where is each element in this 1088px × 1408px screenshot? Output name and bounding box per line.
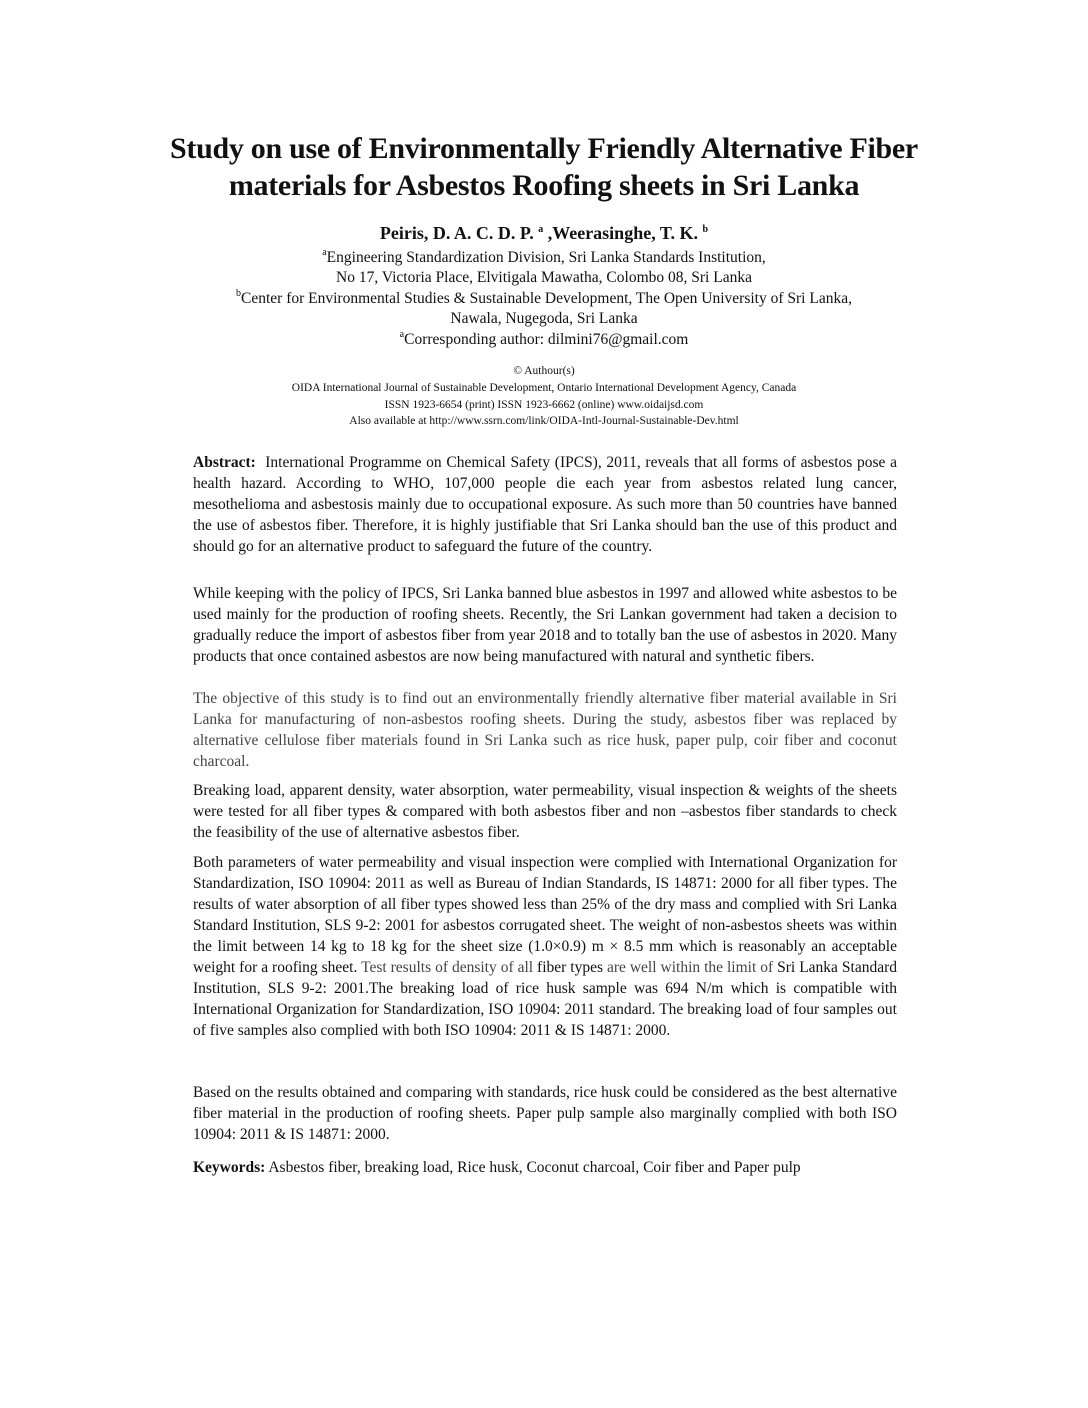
author-2: Weerasinghe, T. K.: [552, 223, 699, 243]
affil-mark: b: [236, 288, 241, 299]
abstract-paragraph-4: Breaking load, apparent density, water absorption, water permeability, visual inspection & weights of the sheets were tested for all fiber types & compared with both asbestos fiber and non –asbestos fiber standards to check the feasibility of the use of alternative asbestos fiber.: [193, 782, 897, 841]
abstract-paragraph-1: [193, 452, 897, 557]
copyright-line: © Authour(s): [513, 365, 575, 377]
affiliation-line: [100, 248, 988, 268]
affil-mark: a: [399, 329, 405, 340]
abstract-paragraph-2: While keeping with the policy of IPCS, Sri Lanka banned blue asbestos in 1997 and allowed white asbestos to be used mainly for the production of roofing sheets. Recently, the Sri Lankan government had taken a decision to gradually reduce the import of asbestos fiber from year 2018 and to totally ban the use of asbestos in 2020. Many products that once contained asbestos are now being manufactured with natural and synthetic fibers.: [193, 585, 897, 665]
abstract-paragraph-6: Based on the results obtained and comparing with standards, rice husk could be considered as the best alternative fiber material in the production of roofing sheets. Paper pulp sample also marginally complied with both ISO 10904: 2011 & IS 14871: 2000.: [193, 1084, 897, 1143]
affiliation-line: [100, 309, 988, 329]
paragraph-text: Test results of density of all: [357, 959, 538, 976]
corresponding-author-text: Corresponding author: dilmini76@gmail.com: [404, 331, 689, 348]
author-1-affil-mark: a: [538, 224, 544, 235]
affiliation-text: Engineering Standardization Division, Sri Lanka Standards Institution,: [326, 249, 766, 266]
author-list: [100, 222, 988, 244]
corresponding-author: [100, 330, 988, 350]
affil-mark: a: [322, 247, 327, 258]
author-1: Peiris, D. A. C. D. P.: [379, 223, 534, 243]
title-line-1: Study on use of Environmentally Friendly Alternative Fiber: [170, 132, 918, 165]
paper-title: [100, 130, 988, 204]
abstract-paragraph-3: The objective of this study is to find out an environmentally friendly alternative fiber material available in Sri Lanka for manufacturing of non-asbestos roofing sheets. During the study, asbestos fiber was replaced by alternative cellulose fiber materials found in Sri Lanka such as rice husk, paper pulp, coir fiber and coconut charcoal.: [193, 690, 897, 770]
ssrn-line: Also available at http://www.ssrn.com/link/OIDA-Intl-Journal-Sustainable-Dev.html: [349, 415, 739, 427]
journal-line: OIDA International Journal of Sustainable Development, Ontario International Development Agency, Canada: [291, 382, 797, 394]
affiliation-text: Nawala, Nugegoda, Sri Lanka: [450, 310, 638, 327]
paragraph-text: are well within the limit of: [603, 959, 778, 976]
author-separator: ,: [543, 223, 553, 243]
keywords: [193, 1157, 897, 1178]
affiliation-text: No 17, Victoria Place, Elvitigala Mawatha, Colombo 08, Sri Lanka: [336, 269, 752, 286]
keywords-text: Asbestos fiber, breaking load, Rice husk, Coconut charcoal, Coir fiber and Paper pulp: [268, 1159, 801, 1176]
affiliation-text: Center for Environmental Studies & Sustainable Development, The Open University of Sri Lanka,: [241, 290, 852, 307]
paragraph-text: Sri Lanka Standard Institution, SLS 9-2: 2001.The breaking load of rice husk sample was 694 N/m which is compatible with International Organization for Standardization, ISO 10904: 2011 standard. The breaking load of four samples out of five samples also complied with both ISO 10904: 2011 & IS 14871: 2000.: [193, 959, 897, 1039]
paragraph-text: fiber types: [537, 959, 603, 976]
abstract-label: Abstract:: [193, 454, 256, 471]
affiliation-line: [100, 289, 988, 309]
abstract-text: International Programme on Chemical Safety (IPCS), 2011, reveals that all forms of asbestos pose a health hazard. According to WHO, 107,000 people die each year from asbestos related lung cancer, mesothelioma and asbestosis mainly due to occupational exposure. As such more than 50 countries have banned the use of asbestos fiber. Therefore, it is highly justifiable that Sri Lanka should ban the use of this product and should go for an alternative product to safeguard the future of the country.: [193, 454, 898, 555]
keywords-label: Keywords:: [193, 1159, 266, 1176]
affiliation-line: [100, 268, 988, 288]
issn-line: ISSN 1923-6654 (print) ISSN 1923-6662 (online) www.oidaijsd.com: [384, 399, 704, 411]
paragraph-text: Both parameters of water permeability and visual inspection were complied with International Organization for Standardization, ISO 10904: 2011 as well as Bureau of Indian Standards, IS 14871: 2000 for all fiber types. The results of water absorption of all fiber types showed less than 25% of the dry mass and complied with Sri Lanka Standard Institution, SLS 9-2: 2001 for asbestos corrugated sheet. The weight of non-asbestos sheets was within the limit between 14 kg to 18 kg for the sheet size (1.0×0.9) m × 8.5 mm which is reasonably an acceptable weight for a roofing sheet.: [193, 854, 897, 976]
title-line-2: materials for Asbestos Roofing sheets in Sri Lanka: [228, 169, 860, 202]
author-2-affil-mark: b: [702, 224, 709, 235]
abstract-paragraph-5: [193, 852, 897, 1041]
